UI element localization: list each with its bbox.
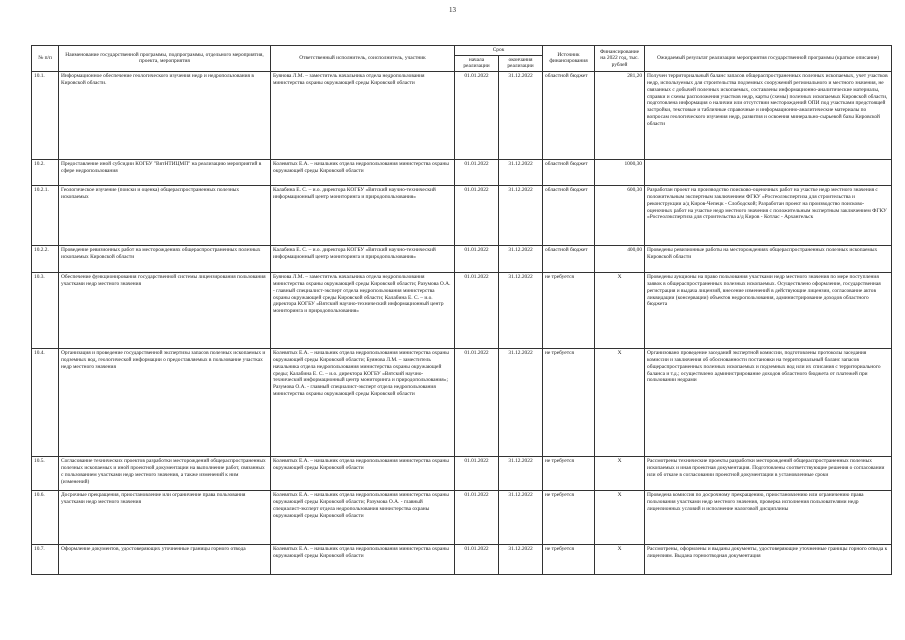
row-end: 31.12.2022 xyxy=(499,490,543,544)
row-start: 01.01.2022 xyxy=(455,544,499,574)
row-executor: Калабина Е. С. – и.о. директора КОГБУ «Вятский научно-технический информационный центр мониторинга и природопользования» xyxy=(271,245,455,272)
row-executor: Калабина Е. С. – и.о. директора КОГБУ «Вятский научно-технический информационный центр мониторинга и природопользования» xyxy=(271,185,455,245)
row-funding: Х xyxy=(595,490,645,544)
page-number: 13 xyxy=(449,6,456,14)
row-start: 01.01.2022 xyxy=(455,456,499,490)
row-source: областной бюджет xyxy=(543,71,595,159)
row-executor: Колевятых Е.А. – начальник отдела недропользования министерства охраны окружающей среды Кировской области xyxy=(271,544,455,574)
row-source: не требуется xyxy=(543,544,595,574)
row-num: 10.1. xyxy=(32,71,59,159)
row-source: не требуется xyxy=(543,456,595,490)
row-executor: Колевятых Е.А. – начальник отдела недропользования министерства охраны окружающей среды Кировской области xyxy=(271,456,455,490)
row-num: 10.2.2. xyxy=(32,245,59,272)
row-source: областной бюджет xyxy=(543,185,595,245)
row-source: не требуется xyxy=(543,490,595,544)
row-source: областной бюджет xyxy=(543,245,595,272)
row-funding: Х xyxy=(595,272,645,348)
table-row xyxy=(32,185,892,245)
table-row xyxy=(32,456,892,490)
header-term: Срок xyxy=(455,46,543,56)
row-result: Рассмотрены технические проекты разработки месторождений общераспространенных полезных ископаемых и иная проектная документация. Подготовлены соответствующие решения о согласовании или об отказе в согласовании проектной документации в установленные сроки xyxy=(645,456,892,490)
row-funding: 281,20 xyxy=(595,71,645,159)
row-end: 31.12.2022 xyxy=(499,185,543,245)
row-executor: Колевятых Е.А. – начальник отдела недропользования министерства охраны окружающей среды Кировской области; Разумова О.А. - главный специалист-эксперт отдела недропользования министерства охраны окружающей среды Кировской области xyxy=(271,490,455,544)
row-num: 10.6. xyxy=(32,490,59,544)
row-result: Организовано проведение заседаний экспертной комиссии, подготовлены протоколы заседания комиссии и заключения об обоснованности постановки на территориальный баланс запасов общераспространенных полезных ископаемых и подземных вод или их списания с территориального баланса и т.д.; осуществлено администрирование доходов областного бюджета от платежей при пользовании недрами xyxy=(645,348,892,456)
row-name: Досрочные прекращения, приостановление или ограничение права пользования участками недр местного значения xyxy=(59,490,271,544)
header-funding: Финансирование на 2022 год, тыс. рублей xyxy=(595,46,645,72)
row-name: Организация и проведение государственной экспертизы запасов полезных ископаемых и подземных вод, геологической информации о предоставляемых в пользование участках недр местного значения xyxy=(59,348,271,456)
row-funding: 600,30 xyxy=(595,185,645,245)
row-num: 10.2.1. xyxy=(32,185,59,245)
row-start: 01.01.2022 xyxy=(455,71,499,159)
header-term-start: начала реализации xyxy=(455,55,499,71)
row-funding: 1000,30 xyxy=(595,159,645,185)
table-row xyxy=(32,544,892,574)
row-funding: Х xyxy=(595,456,645,490)
row-executor: Буянова Л.М. – заместитель начальника отдела недропользования министерства охраны окружающей среды Кировской области; Разумова О.А. - главный специалист-эксперт отдела недропользования министерства охраны окружающей среды Кировской области; Калабина Е. С. – и.о. директора КОГБУ «Вятский научно-технический информационный центр мониторинга и природопользования» xyxy=(271,272,455,348)
row-source: не требуется xyxy=(543,272,595,348)
row-executor: Колевятых Е.А. – начальник отдела недропользования министерства охраны окружающей среды Кировской области; Буянова Л.М. – заместитель начальника отдела недропользования министерства охраны окружающей среды; Калабина Е. С. – и.о. директора КОГБУ «Вятский научно-технический информационный центр мониторинга и природопользования»; Разумова О.А. - главный специалист-эксперт отдела недропользования министерства охраны окружающей среды Кировской области xyxy=(271,348,455,456)
row-name: Согласование технических проектов разработки месторождений общераспространенных полезных ископаемых и иной проектной документации на выполнение работ, связанных с пользованием участками недр местного значения, а также изменений к ним (изменений) xyxy=(59,456,271,490)
row-result: Проведены ревизионные работы на месторождениях общераспространенных полезных ископаемых Кировской области xyxy=(645,245,892,272)
row-end: 31.12.2022 xyxy=(499,71,543,159)
row-num: 10.4. xyxy=(32,348,59,456)
row-num: 10.2. xyxy=(32,159,59,185)
table-row xyxy=(32,245,892,272)
header-term-end: окончания реализации xyxy=(499,55,543,71)
row-end: 31.12.2022 xyxy=(499,245,543,272)
row-result: Рассмотрены, оформлены и выданы документы, удостоверяющие уточненные границы горного отвода к лицензиям. Выдана горноотводная документация xyxy=(645,544,892,574)
row-funding: Х xyxy=(595,348,645,456)
header-executor: Ответственный исполнитель, соисполнитель, участник xyxy=(271,46,455,72)
row-result: Разработан проект на производство поисково-оценочных работ на участке недр местного значения с положительным экспертным заключением ФГКУ «Росгеолэкспертиза для строительства и реконструкции а/д Киров-Чепецк - Слободской; Разработан проект на производство поисково-оценочных работ на участке недр местного значения с положительным экспертным заключением ФГКУ «Росгеолэкспертиза для строительства а/д Киров - Котлас - Архангельск xyxy=(645,185,892,245)
row-start: 01.01.2022 xyxy=(455,185,499,245)
row-name: Проведение ревизионных работ на месторождениях общераспространенных полезных ископаемых Кировской области xyxy=(59,245,271,272)
row-end: 31.12.2022 xyxy=(499,348,543,456)
row-start: 01.01.2022 xyxy=(455,490,499,544)
header-source: Источник финансирования xyxy=(543,46,595,72)
row-result: Получен территориальный баланс запасов общераспространенных полезных ископаемых, учет участков недр, используемых для строительства подземных сооружений регионального и местного значения, не связанных с добычей полезных ископаемых, составлены информационно-аналитические материалы, справки и схемы расположения участков недр, карты (схемы) полезных ископаемых Кировской области, подготовлена информация о наличии или отсутствии месторождений ОПИ под участками предстоящей застройки, текстовые и табличные справочные и информационно-аналитические материалы по вопросам геологического изучения недр, развития и освоения минерально-сырьевой базы Кировской области xyxy=(645,71,892,159)
header-name: Наименование государственной программы, подпрограммы, отдельного мероприятия, проекта, мероприятия xyxy=(59,46,271,72)
row-num: 10.7. xyxy=(32,544,59,574)
row-end: 31.12.2022 xyxy=(499,272,543,348)
row-result: Проведена комиссия по досрочному прекращению, приостановлению или ограничению права пользования участками недр местного значения, проверка исполнения пользователями недр лицензионных условий и исполнение налоговой дисциплины xyxy=(645,490,892,544)
row-start: 01.01.2022 xyxy=(455,272,499,348)
row-start: 01.01.2022 xyxy=(455,245,499,272)
row-name: Предоставление иной субсидии КОГБУ "ВятНТИЦМП" на реализацию мероприятий в сфере недропользования xyxy=(59,159,271,185)
row-result: Проведены аукционы на право пользования участками недр местного значения по мере поступления заявок в общераспространенных полезных ископаемых. Осуществлено оформление, государственная регистрация и выдача лицензий, внесение изменений в действующие лицензии, согласование актов ликвидации (консервации) объектов недропользования, администрирование доходов областного бюджета xyxy=(645,272,892,348)
row-end: 31.12.2022 xyxy=(499,544,543,574)
row-num: 10.3. xyxy=(32,272,59,348)
table-row xyxy=(32,348,892,456)
row-source: не требуется xyxy=(543,348,595,456)
table-row xyxy=(32,490,892,544)
header-result: Ожидаемый результат реализации мероприятия государственной программы (краткое описание) xyxy=(645,46,892,72)
row-start: 01.01.2022 xyxy=(455,348,499,456)
row-funding: Х xyxy=(595,544,645,574)
row-source: областной бюджет xyxy=(543,159,595,185)
row-name: Обеспечение функционирования государственной системы лицензирования пользования участками недр местного значения xyxy=(59,272,271,348)
table-row xyxy=(32,272,892,348)
row-executor: Колевятых Е.А. – начальник отдела недропользования министерства охраны окружающей среды Кировской области xyxy=(271,159,455,185)
table-row xyxy=(32,159,892,185)
row-executor: Буянова Л.М. – заместитель начальника отдела недропользования министерства охраны окружающей среды Кировской области xyxy=(271,71,455,159)
row-funding: 400,00 xyxy=(595,245,645,272)
row-name: Геологическое изучение (поиски и оценка) общераспространенных полезных ископаемых xyxy=(59,185,271,245)
row-num: 10.5. xyxy=(32,456,59,490)
row-result xyxy=(645,159,892,185)
table-row xyxy=(32,71,892,159)
program-table xyxy=(31,45,892,575)
row-name: Информационное обеспечение геологического изучения недр и недропользования в Кировской области. xyxy=(59,71,271,159)
row-end: 31.12.2022 xyxy=(499,159,543,185)
header-num: № п/п xyxy=(32,46,59,72)
row-name: Оформление документов, удостоверяющих уточненные границы горного отвода xyxy=(59,544,271,574)
row-start: 01.01.2022 xyxy=(455,159,499,185)
row-end: 31.12.2022 xyxy=(499,456,543,490)
